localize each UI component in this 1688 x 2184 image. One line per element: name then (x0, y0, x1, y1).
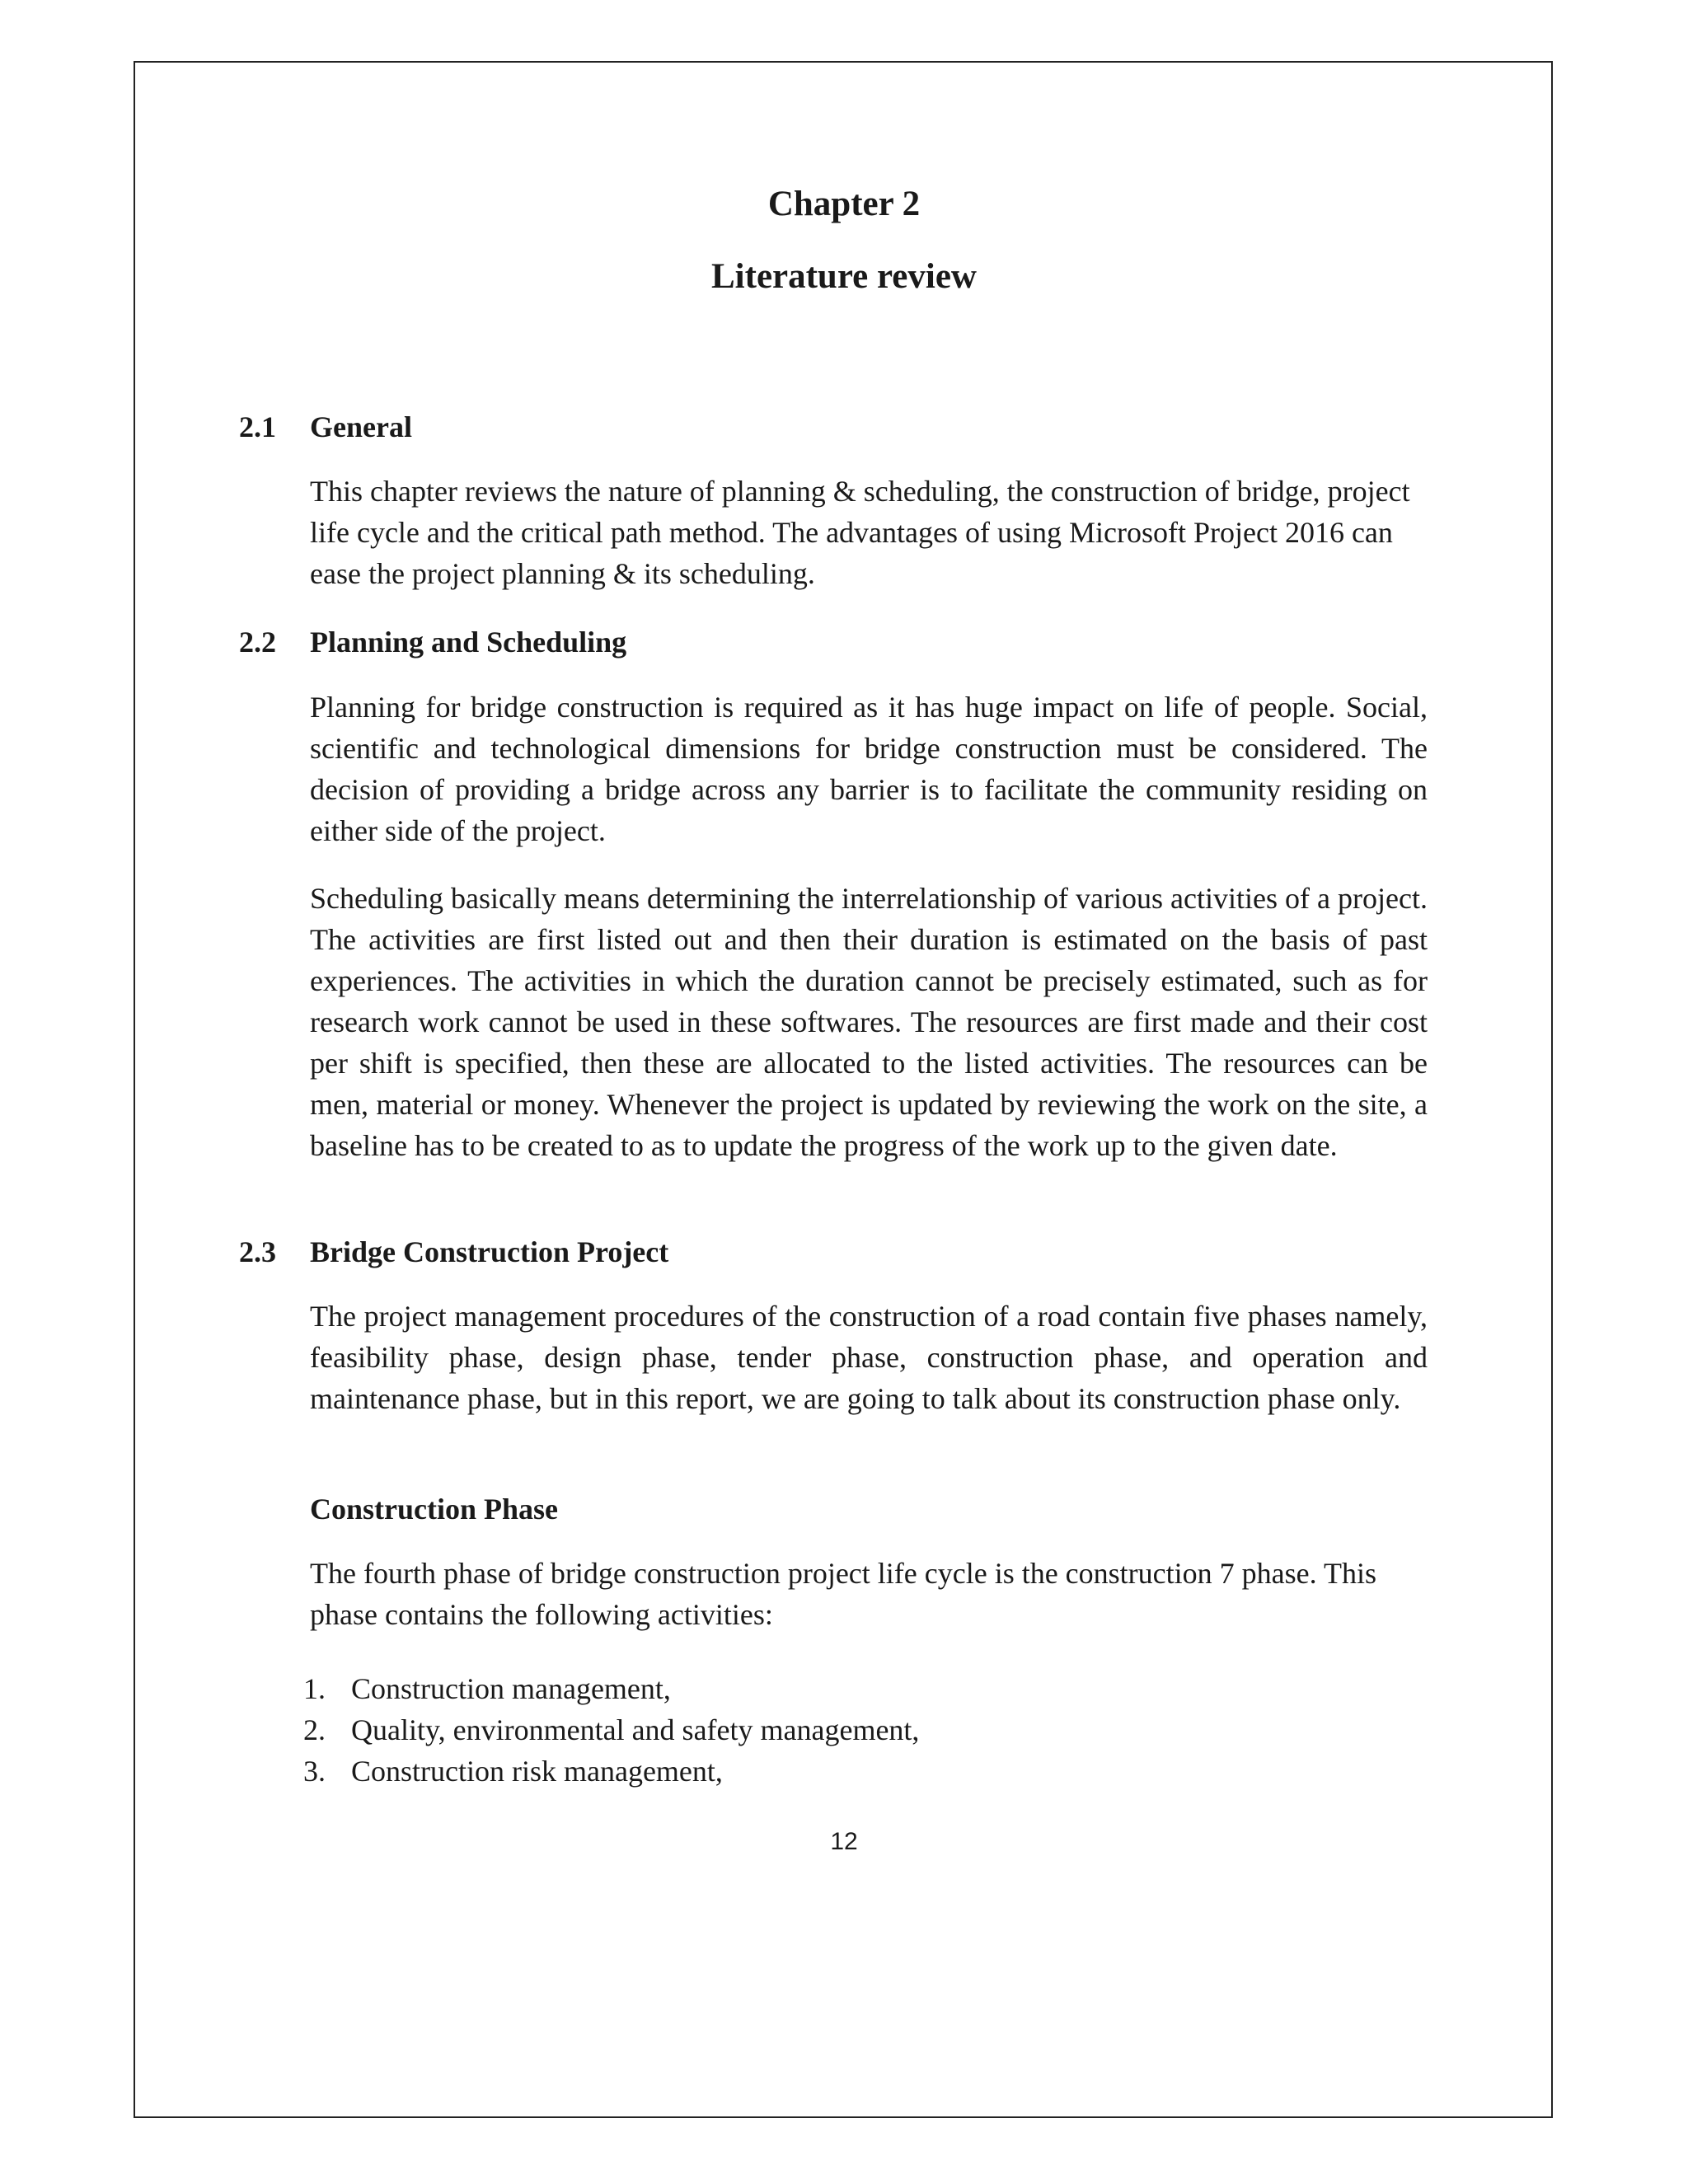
planning-paragraph: Planning for bridge construction is required as it has huge impact on life of people. Social, scientific and technological dimensions for bridge construction must be considered. The decision of providing a bridge across any barrier is to facilitate the community residing on either side of the project. (310, 691, 1428, 847)
page-number: 12 (830, 1828, 858, 1855)
chapter-number: Chapter 2 (767, 185, 921, 223)
section-number: 2.2 (239, 626, 276, 658)
construction-phase-paragraph: The fourth phase of bridge construction project life cycle is the construction 7 phase. This phase contains the following activities: (310, 1557, 1376, 1631)
section-title: General (310, 410, 412, 443)
list-item: 1. Construction management, (303, 1672, 671, 1705)
section-title: Planning and Scheduling (310, 626, 627, 658)
subheading-construction-phase: Construction Phase (310, 1493, 559, 1526)
activity-list (303, 1668, 919, 1792)
general-paragraph: This chapter reviews the nature of planning & scheduling, the construction of bridge, project life cycle and the critical path method. The advantages of using Microsoft Project 2016 can ease the project planning & its scheduling. (310, 475, 1410, 590)
section-number: 2.1 (239, 410, 276, 443)
chapter-title: Literature review (711, 257, 977, 296)
scheduling-paragraph: Scheduling basically means determining the interrelationship of various activities of a project. The activities are first listed out and then their duration is estimated on the basis of past experiences. The activities in which the duration cannot be precisely estimated, such as for research work cannot be used in these softwares. The resources are first made and their cost per shift is specified, then these are allocated to the listed activities. The resources can be men, material or money. Whenever the project is updated by reviewing the work on the site, a baseline has to be created to as to update the progress of the work up to the given date. (310, 882, 1428, 1162)
list-item: 2. Quality, environmental and safety management, (303, 1713, 920, 1746)
bridge-project-paragraph: The project management procedures of the construction of a road contain five phases namely, feasibility phase, design phase, tender phase, construction phase, and operation and maintenance phase, but in this report, we are going to talk about its construction phase only. (310, 1300, 1428, 1415)
section-title: Bridge Construction Project (310, 1235, 669, 1268)
section-heading-general (239, 409, 412, 445)
section-number: 2.3 (239, 1235, 276, 1268)
section-heading-planning-scheduling (239, 624, 626, 660)
list-item: 3. Construction risk management, (303, 1755, 723, 1788)
section-heading-bridge-construction (239, 1234, 668, 1270)
